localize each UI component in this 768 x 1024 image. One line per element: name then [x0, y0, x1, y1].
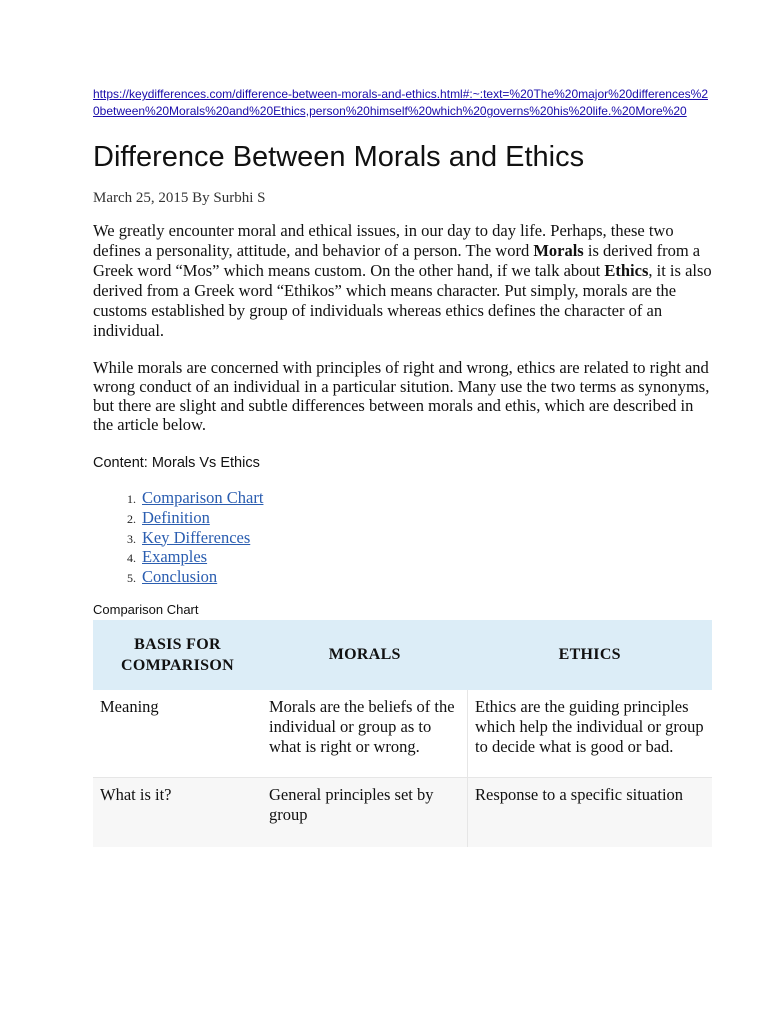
article-meta: March 25, 2015 By Surbhi S	[93, 190, 266, 206]
row-what-morals: General principles set by group	[262, 777, 468, 847]
row-meaning-morals: Morals are the beliefs of the individual or group as to what is right or wrong.	[262, 690, 468, 778]
row-what-basis: What is it?	[93, 777, 262, 847]
toc-link-definition[interactable]: Definition	[142, 507, 210, 527]
row-what-ethics: Response to a specific situation	[468, 777, 713, 847]
toc-item	[139, 529, 713, 549]
header-ethics: ETHICS	[468, 620, 713, 690]
table-header-row	[93, 620, 712, 690]
toc-link-conclusion[interactable]: Conclusion	[142, 567, 218, 587]
second-paragraph: While morals are concerned with principles of right and wrong, ethics are related to right and wrong conduct of an individual in a particular sitution. Many use the two terms as synonyms, but there are slight and subtle differences between morals and ethis, which are described in the article below.	[93, 358, 710, 434]
ethics-term: Ethics	[604, 261, 649, 280]
comparison-chart-heading: Comparison Chart	[93, 601, 199, 617]
toc-link-examples[interactable]: Examples	[142, 547, 208, 567]
content-heading: Content: Morals Vs Ethics	[93, 455, 260, 471]
table-row	[93, 690, 712, 778]
table-row	[93, 777, 712, 847]
source-link[interactable]: https://keydifferences.com/difference-between-morals-and-ethics.html#:~:text=%20The%20major%20differences%20between%20Morals%20and%20Ethics,person%20himself%20which%20governs%20his%20life.%20More%20	[93, 87, 708, 118]
toc-link-key-differences[interactable]: Key Differences	[142, 527, 251, 547]
header-basis: BASIS FOR COMPARISON	[93, 620, 262, 690]
toc-item	[139, 509, 713, 529]
header-morals: MORALS	[262, 620, 468, 690]
article-page	[93, 86, 713, 847]
morals-term: Morals	[533, 241, 584, 260]
toc-item	[139, 568, 713, 588]
comparison-table	[93, 620, 712, 847]
intro-paragraph: We greatly encounter moral and ethical issues, in our day to day life. Perhaps, these two defines a personality, attitude, and behavior of a person. The word Morals is derived from a Greek word “Mos” which means custom. On the other hand, if we talk about Ethics, it is also derived from a Greek word “Ethikos” which means character. Put simply, morals are the customs established by group of individuals whereas ethics defines the character of an individual.	[93, 221, 712, 340]
toc-item	[139, 489, 713, 509]
row-meaning-ethics: Ethics are the guiding principles which help the individual or group to decide what is good or bad.	[468, 690, 713, 778]
table-of-contents	[93, 489, 713, 588]
toc-item	[139, 548, 713, 568]
article-title: Difference Between Morals and Ethics	[93, 141, 585, 173]
toc-link-comparison-chart[interactable]: Comparison Chart	[142, 488, 264, 507]
row-meaning-basis: Meaning	[93, 690, 262, 778]
